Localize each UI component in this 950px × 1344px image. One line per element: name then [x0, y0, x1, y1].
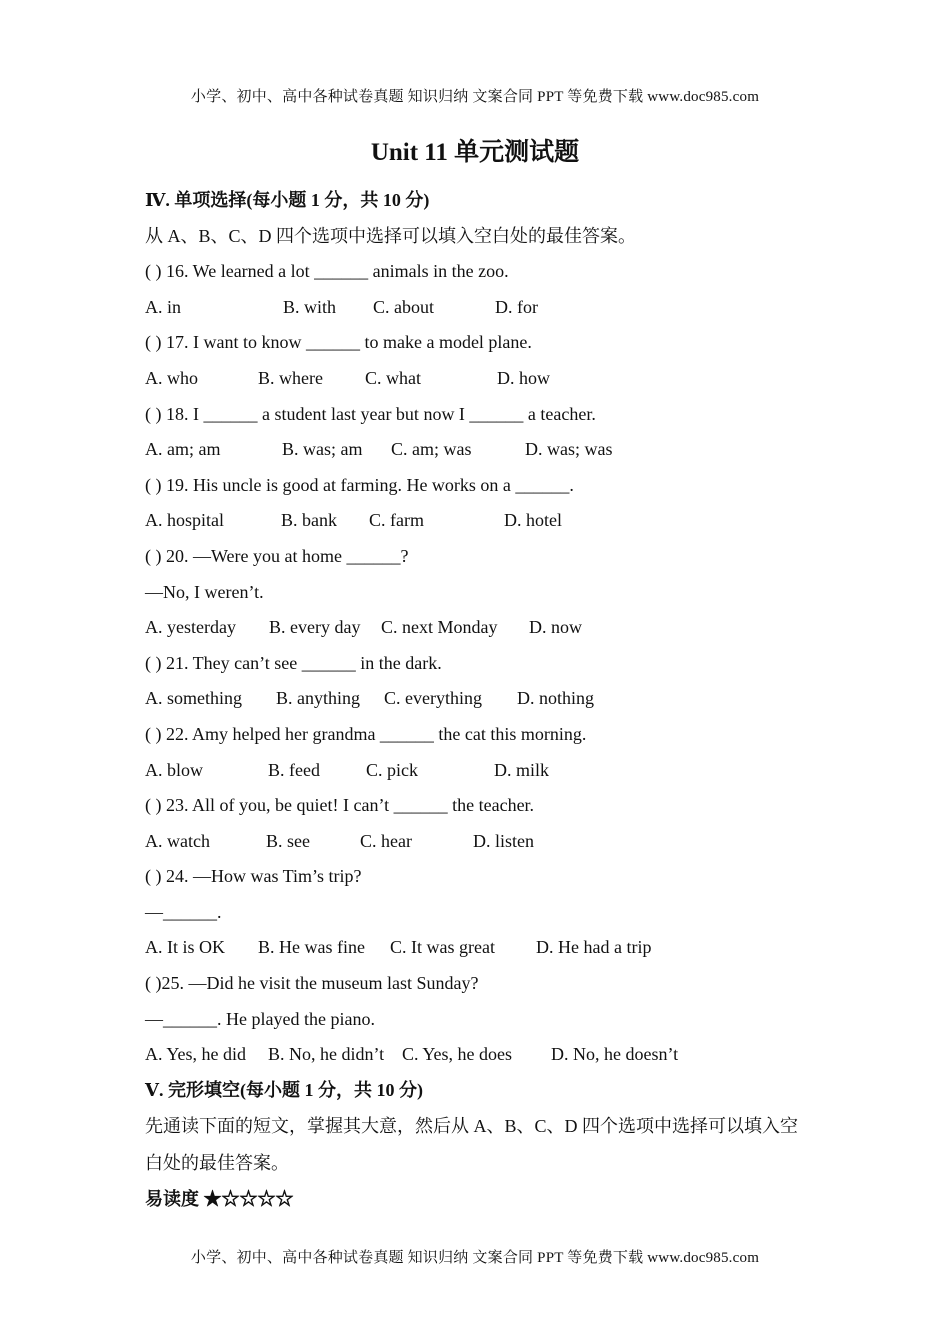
option-c: C. am; was: [391, 439, 472, 460]
section-5-heading: Ⅴ. 完形填空(每小题 1 分，共 10 分): [145, 1079, 423, 1100]
option-b: B. was; am: [282, 439, 363, 460]
option-c: C. hear: [360, 830, 412, 851]
options-22: [145, 753, 815, 789]
section-4-heading: Ⅳ. 单项选择(每小题 1 分，共 10 分): [145, 190, 430, 210]
options-24: [145, 930, 815, 966]
option-c: C. pick: [366, 759, 418, 780]
option-a: A. watch: [145, 830, 210, 851]
option-c: C. It was great: [390, 937, 495, 958]
option-d: D. nothing: [517, 688, 595, 709]
option-a: A. yesterday: [145, 617, 236, 638]
option-a: A. who: [145, 367, 198, 388]
exam-content: [145, 183, 815, 1218]
options-18: [145, 432, 815, 468]
section-5-instruction: 先通读下面的短文，掌握其大意，然后从 A、B、C、D 四个选项中选择可以填入空白处的最佳答案。: [145, 1116, 799, 1174]
page-footer: 小学、初中、高中各种试卷真题 知识归纳 文案合同 PPT 等免费下载 www.doc985.com: [190, 1250, 760, 1266]
option-b: B. with: [283, 296, 337, 317]
option-a: A. am; am: [145, 439, 221, 460]
option-b: B. No, he didn’t: [268, 1044, 385, 1065]
question-17: ( ) 17. I want to know ______ to make a model plane.: [145, 332, 532, 353]
option-d: D. No, he doesn’t: [551, 1044, 679, 1065]
section-4-instruction: 从 A、B、C、D 四个选项中选择可以填入空白处的最佳答案。: [145, 225, 637, 246]
options-16: [145, 290, 815, 326]
option-c: C. everything: [384, 688, 482, 709]
option-b: B. every day: [269, 617, 361, 638]
option-d: D. listen: [473, 830, 534, 851]
options-19: [145, 503, 815, 539]
question-20-reply: —No, I weren’t.: [145, 581, 264, 602]
option-b: B. see: [266, 830, 310, 851]
option-a: A. It is OK: [145, 937, 225, 958]
option-d: D. for: [495, 296, 538, 317]
option-a: A. blow: [145, 759, 203, 780]
option-b: B. anything: [276, 688, 360, 709]
option-a: A. Yes, he did: [145, 1044, 247, 1065]
question-24-reply: —______.: [145, 901, 222, 922]
option-c: C. Yes, he does: [402, 1044, 513, 1065]
question-18: ( ) 18. I ______ a student last year but now I ______ a teacher.: [145, 403, 596, 424]
question-22: ( ) 22. Amy helped her grandma ______ the cat this morning.: [145, 723, 587, 744]
option-d: D. He had a trip: [536, 937, 652, 958]
option-a: A. hospital: [145, 510, 224, 531]
option-d: D. hotel: [504, 510, 562, 531]
option-b: B. where: [258, 367, 323, 388]
option-c: C. farm: [369, 510, 424, 531]
option-d: D. was; was: [525, 439, 613, 460]
option-a: A. something: [145, 688, 242, 709]
options-23: [145, 824, 815, 860]
options-17: [145, 361, 815, 397]
option-b: B. bank: [281, 510, 337, 531]
options-21: [145, 681, 815, 717]
option-d: D. now: [529, 617, 582, 638]
question-25-reply: —______. He played the piano.: [145, 1008, 375, 1029]
question-23: ( ) 23. All of you, be quiet! I can’t ______ the teacher.: [145, 795, 535, 816]
option-c: C. about: [373, 296, 434, 317]
page-title: Unit 11 单元测试题: [370, 139, 580, 166]
question-19: ( ) 19. His uncle is good at farming. He works on a ______.: [145, 474, 574, 495]
option-d: D. how: [497, 367, 550, 388]
option-d: D. milk: [494, 759, 550, 780]
option-b: B. feed: [268, 759, 320, 780]
question-21: ( ) 21. They can’t see ______ in the dark.: [145, 652, 442, 673]
question-24: ( ) 24. —How was Tim’s trip?: [145, 866, 362, 887]
question-20: ( ) 20. —Were you at home ______?: [145, 545, 409, 566]
options-20: [145, 610, 815, 646]
option-b: B. He was fine: [258, 937, 365, 958]
page-header: 小学、初中、高中各种试卷真题 知识归纳 文案合同 PPT 等免费下载 www.doc985.com: [190, 89, 760, 105]
option-a: A. in: [145, 296, 181, 317]
option-c: C. what: [365, 367, 421, 388]
options-25: [145, 1037, 815, 1073]
question-16: ( ) 16. We learned a lot ______ animals in the zoo.: [145, 261, 509, 282]
difficulty-label: 易读度 ★☆☆☆☆: [145, 1189, 294, 1210]
question-25: ( )25. —Did he visit the museum last Sunday?: [145, 973, 479, 994]
option-c: C. next Monday: [381, 617, 498, 638]
